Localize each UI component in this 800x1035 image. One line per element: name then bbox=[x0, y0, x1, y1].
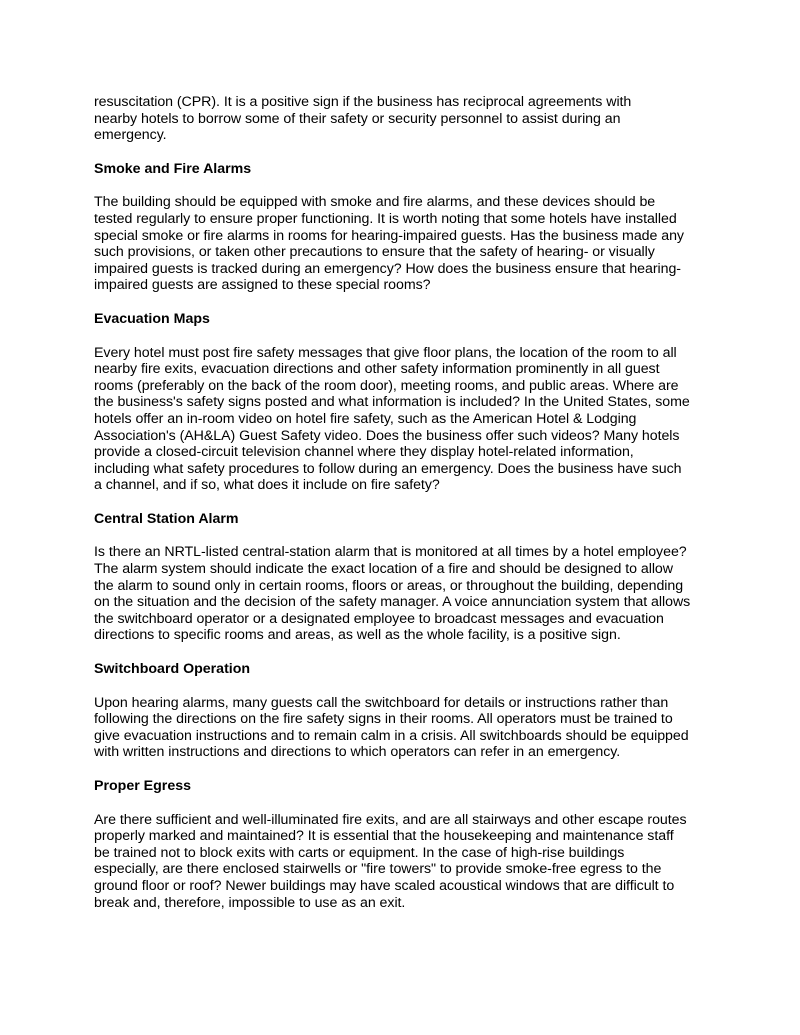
paragraph-line: Upon hearing alarms, many guests call the switchboard for details or instructions rather than bbox=[94, 694, 669, 711]
paragraph-line: especially, are there enclosed stairwells or "fire towers" to provide smoke-free egress to the bbox=[94, 861, 662, 878]
document-page bbox=[94, 94, 714, 928]
paragraph-line: nearby fire exits, evacuation directions and other safety information prominently in all guest bbox=[94, 361, 660, 378]
paragraph-line: impaired guests are assigned to these special rooms? bbox=[94, 277, 431, 294]
section-heading-central-station-alarm: Central Station Alarm bbox=[94, 510, 239, 527]
paragraph-line: The alarm system should indicate the exact location of a fire and should be designed to allow bbox=[94, 561, 673, 578]
paragraph-line: hotels offer an in-room video on hotel fire safety, such as the American Hotel & Lodging bbox=[94, 410, 637, 427]
paragraph-line: including what safety procedures to follow during an emergency. Does the business have such bbox=[94, 460, 682, 477]
paragraph-line: directions to specific rooms and areas, as well as the whole facility, is a positive sign. bbox=[94, 627, 621, 644]
paragraph-line: give evacuation instructions and to remain calm in a crisis. All switchboards should be equipped bbox=[94, 727, 689, 744]
paragraph-line: emergency. bbox=[94, 127, 167, 144]
paragraph-line: Every hotel must post fire safety messages that give floor plans, the location of the room to all bbox=[94, 344, 677, 361]
section-paragraph-switchboard-operation bbox=[94, 695, 714, 761]
section-heading-evacuation-maps: Evacuation Maps bbox=[94, 310, 210, 327]
section-heading-smoke-fire-alarms: Smoke and Fire Alarms bbox=[94, 160, 252, 177]
paragraph-line: provide a closed-circuit television channel where they display hotel-related information, bbox=[94, 444, 634, 461]
paragraph-line: the switchboard operator or a designated employee to broadcast messages and evacuation bbox=[94, 610, 664, 627]
section-paragraph-smoke-fire-alarms bbox=[94, 194, 714, 294]
intro-paragraph bbox=[94, 94, 714, 144]
paragraph-line: following the directions on the fire safety signs in their rooms. All operators must be trained to bbox=[94, 711, 673, 728]
paragraph-line: on the situation and the decision of the safety manager. A voice annunciation system that allows bbox=[94, 594, 691, 611]
paragraph-line: tested regularly to ensure proper functioning. It is worth noting that some hotels have installed bbox=[94, 210, 677, 227]
section-paragraph-proper-egress bbox=[94, 812, 714, 912]
paragraph-line: a channel, and if so, what does it include on fire safety? bbox=[94, 477, 440, 494]
section-paragraph-central-station-alarm bbox=[94, 544, 714, 644]
paragraph-line: The building should be equipped with smoke and fire alarms, and these devices should be bbox=[94, 194, 656, 211]
section-heading-switchboard-operation: Switchboard Operation bbox=[94, 661, 251, 678]
paragraph-line: nearby hotels to borrow some of their safety or security personnel to assist during an bbox=[94, 110, 621, 127]
paragraph-line: properly marked and maintained? It is essential that the housekeeping and maintenance staff bbox=[94, 828, 674, 845]
paragraph-line: the business's safety signs posted and what information is included? In the United States, some bbox=[94, 394, 690, 411]
paragraph-line: Are there sufficient and well-illuminated fire exits, and are all stairways and other escape routes bbox=[94, 811, 687, 828]
section-paragraph-evacuation-maps bbox=[94, 345, 714, 494]
paragraph-line: be trained not to block exits with carts or equipment. In the case of high-rise buildings bbox=[94, 844, 625, 861]
paragraph-line: rooms (preferably on the back of the room door), meeting rooms, and public areas. Where are bbox=[94, 377, 679, 394]
paragraph-line: with written instructions and directions to which operators can refer in an emergency. bbox=[94, 744, 621, 761]
paragraph-line: break and, therefore, impossible to use as an exit. bbox=[94, 894, 406, 911]
paragraph-line: special smoke or fire alarms in rooms for hearing-impaired guests. Has the business made any bbox=[94, 227, 684, 244]
paragraph-line: ground floor or roof? Newer buildings may have scaled acoustical windows that are difficult to bbox=[94, 877, 675, 894]
paragraph-line: resuscitation (CPR). It is a positive sign if the business has reciprocal agreements with bbox=[94, 94, 632, 110]
paragraph-line: impaired guests is tracked during an emergency? How does the business ensure that hearing- bbox=[94, 260, 681, 277]
paragraph-line: such provisions, or taken other precautions to ensure that the safety of hearing- or visually bbox=[94, 244, 655, 261]
paragraph-line: the alarm to sound only in certain rooms, floors or areas, or throughout the building, depending bbox=[94, 577, 684, 594]
paragraph-line: Is there an NRTL-listed central-station alarm that is monitored at all times by a hotel employee? bbox=[94, 544, 687, 561]
section-heading-proper-egress: Proper Egress bbox=[94, 778, 191, 794]
paragraph-line: Association's (AH&LA) Guest Safety video. Does the business offer such videos? Many hotels bbox=[94, 427, 680, 444]
